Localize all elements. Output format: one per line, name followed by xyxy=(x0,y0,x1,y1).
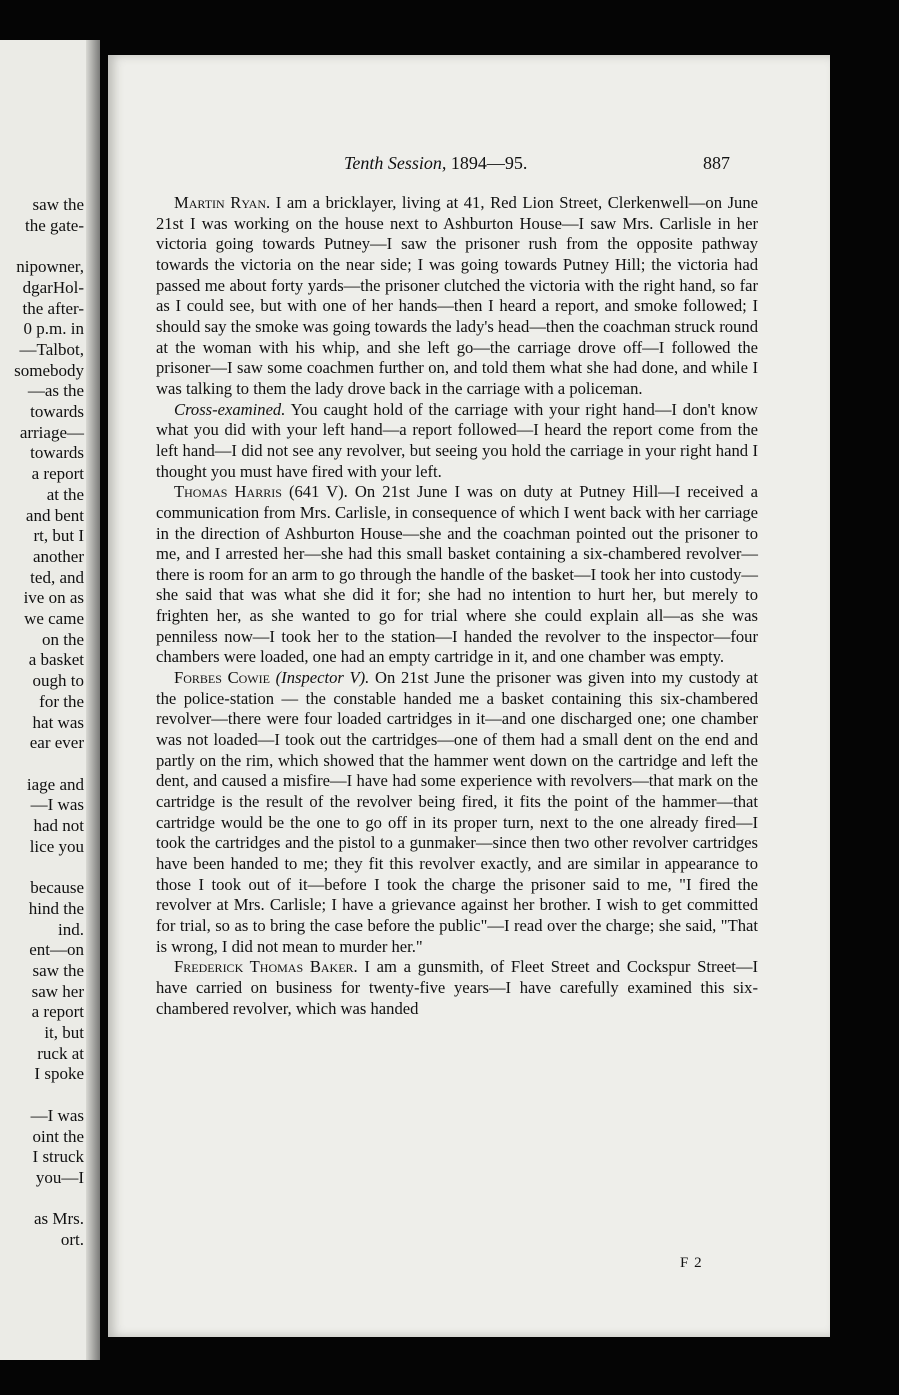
facing-page-line: iage and xyxy=(26,774,84,794)
facing-page-line: I spoke xyxy=(34,1064,84,1084)
facing-page-line: had not xyxy=(33,816,84,835)
facing-page-line: 0 p.m. in xyxy=(23,319,84,339)
body-text xyxy=(156,193,758,1019)
testimony-text: (641 V). On 21st June I was on duty at Putney Hill—I received a communication from Mrs. Carlisle, in consequence of which I went back with her carriage in the direction of Ashburton House—she and the coachman pointed out the prisoner to me, and I arrested her—she had this small basket containing a six-chambered revolver—there is room for an arm to go through the handle of the basket—I took her into custody—she said that was what she did it for; she had no intention to hurt her, but merely to frighten her, as she wanted to go for trial where she could explain all—as she was penniless now—I took her to the station—I handed the revolver to the inspector—four chambers were loaded, one had an empty cartridge in it, and one chamber was empty. xyxy=(156,482,758,667)
facing-page-line: —I was xyxy=(30,795,84,815)
facing-page-line: hat was xyxy=(32,712,84,732)
facing-page-line: —as the xyxy=(27,381,84,401)
facing-page-line: somebody xyxy=(14,360,84,380)
facing-page-line: at the xyxy=(46,484,84,504)
facing-page-line: because xyxy=(30,878,84,898)
facing-page-line: a basket xyxy=(28,650,84,670)
facing-page-line: you—I xyxy=(35,1167,84,1187)
facing-page-line: ort. xyxy=(60,1230,84,1249)
facing-page-line: a report xyxy=(31,1002,84,1022)
speaker-name: Forbes Cowie xyxy=(174,668,270,688)
facing-page-line: rt, but I xyxy=(33,526,84,546)
testimony-text: I am a gunsmith, of Fleet Street and Cockspur Street—I have carried on business for twenty-five years—I have carefully examined this six-chambered revolver, which was handed xyxy=(156,957,758,1018)
facing-page-line: for the xyxy=(39,691,84,711)
facing-page-line: and bent xyxy=(25,505,84,525)
testimony-text: On 21st June the prisoner was given into my custody at the police-station — the constable handed me a basket containing this six-chambered revolver—there were four loaded cartridges in it—and one discharged one; one chamber was not loaded—I took out the cartridges—one of them had a small dent on the end and partly on the rim, which showed that the hammer went down on the cartridge and left the dent, and caused a misfire—I have had some experience with revolvers—that mark on the cartridge is the result of the revolver being fired, it fits the point of the hammer—that cartridge would be the one to go off in its proper turn, next to the one already fired—I took the cartridges and the pistol to a gunmaker—since then two other revolver cartridges have been handed to me; they fit this revolver exactly, and are similar in appearance to those I took out of it—before I took the charge the prisoner said to me, "I fired the revolver at Mrs. Carlisle; I have a grievance against her brother. I wish to get committed for trial, so as to bring the case before the public"—I read over the charge; she said, "That is wrong, I did not mean to murder her." xyxy=(156,668,758,956)
paragraph-thomas-harris xyxy=(156,482,758,668)
facing-page-line: —Talbot, xyxy=(19,339,84,359)
cross-examined-label: Cross-examined. xyxy=(174,399,286,419)
facing-page-line: saw her xyxy=(31,981,84,1001)
facing-page-line: a report xyxy=(31,464,84,484)
running-title-year: 1894—95. xyxy=(446,153,528,173)
signature-mark: F 2 xyxy=(680,1255,703,1271)
facing-page-line: ear ever xyxy=(29,733,84,753)
facing-page-line: ted, and xyxy=(30,567,84,587)
facing-page-line: saw the xyxy=(32,960,84,980)
speaker-name: Thomas Harris xyxy=(174,482,282,502)
running-title xyxy=(344,153,527,174)
testimony-text: You caught hold of the carriage with your right hand—I don't know what you did with your left hand—a report followed—I heard the report come from the left hand—I did not see any revolver, but seeing you hold the carriage in your right hand I thought you must have fired with your left. xyxy=(156,399,758,481)
facing-page-line: it, but xyxy=(44,1023,84,1042)
running-title-session: Tenth Session, xyxy=(344,153,447,173)
speaker-note: (Inspector V). xyxy=(269,668,370,688)
facing-page-line: towards xyxy=(30,402,84,421)
facing-page-line: hind the xyxy=(28,898,84,918)
paragraph-cross-examined xyxy=(156,400,758,483)
facing-page-line: the gate- xyxy=(25,215,84,235)
facing-page-line: ruck at xyxy=(37,1043,84,1063)
paragraph-frederick-baker xyxy=(156,957,758,1019)
facing-page-line: ent—on xyxy=(29,940,84,960)
facing-page-line: we came xyxy=(24,609,84,628)
facing-page-line: arriage— xyxy=(19,422,84,442)
paragraph-martin-ryan xyxy=(156,193,758,400)
facing-page-line: dgarHol- xyxy=(22,277,84,297)
facing-page-line: —I was xyxy=(30,1105,84,1125)
facing-page-line: saw the xyxy=(32,195,84,214)
speaker-name: Martin Ryan. xyxy=(174,193,271,212)
facing-page-line: ive on as xyxy=(23,588,84,608)
facing-page-line: as Mrs. xyxy=(33,1209,84,1229)
page xyxy=(108,55,830,1337)
page-number: 887 xyxy=(703,153,730,173)
testimony-text: I am a bricklayer, living at 41, Red Lion Street, Clerkenwell—on June 21st I was working on the house next to Ashburton House—I saw Mrs. Carlisle in her victoria going towards Putney—I saw the prisoner rush from the opposite pathway towards the victoria on the near side; I was going towards Putney Hill; the victoria had passed me about forty yards—the prisoner clutched the victoria with the right hand, so far as I could see, but with one of her hands—then I heard a report, and smoke followed; I should say the smoke was going towards the lady's head—then the coachman struck round at the woman with his whip, and she left go—the carriage drove off—I followed the prisoner—I saw some coachmen further on, and told them what she had done, and while I was talking to them the lady drove back in the carriage with a policeman. xyxy=(156,193,758,398)
paragraph-forbes-cowie xyxy=(156,668,758,957)
facing-page-line: towards xyxy=(30,443,84,463)
facing-page-line: I struck xyxy=(32,1147,84,1167)
facing-page-line: lice you xyxy=(29,836,84,856)
facing-page-line: oint the xyxy=(32,1126,84,1146)
facing-page-line: ough to xyxy=(32,671,84,691)
page-header xyxy=(108,153,830,177)
speaker-name: Frederick Thomas Baker. xyxy=(174,957,358,977)
facing-page-line: another xyxy=(33,546,84,566)
facing-page-line: nipowner, xyxy=(16,257,84,277)
facing-page-line: on the xyxy=(41,629,84,649)
facing-page-line: the after- xyxy=(22,298,84,318)
facing-page-line: ind. xyxy=(58,919,84,939)
facing-page-fragment xyxy=(0,40,100,1360)
book-gutter xyxy=(86,40,100,1360)
